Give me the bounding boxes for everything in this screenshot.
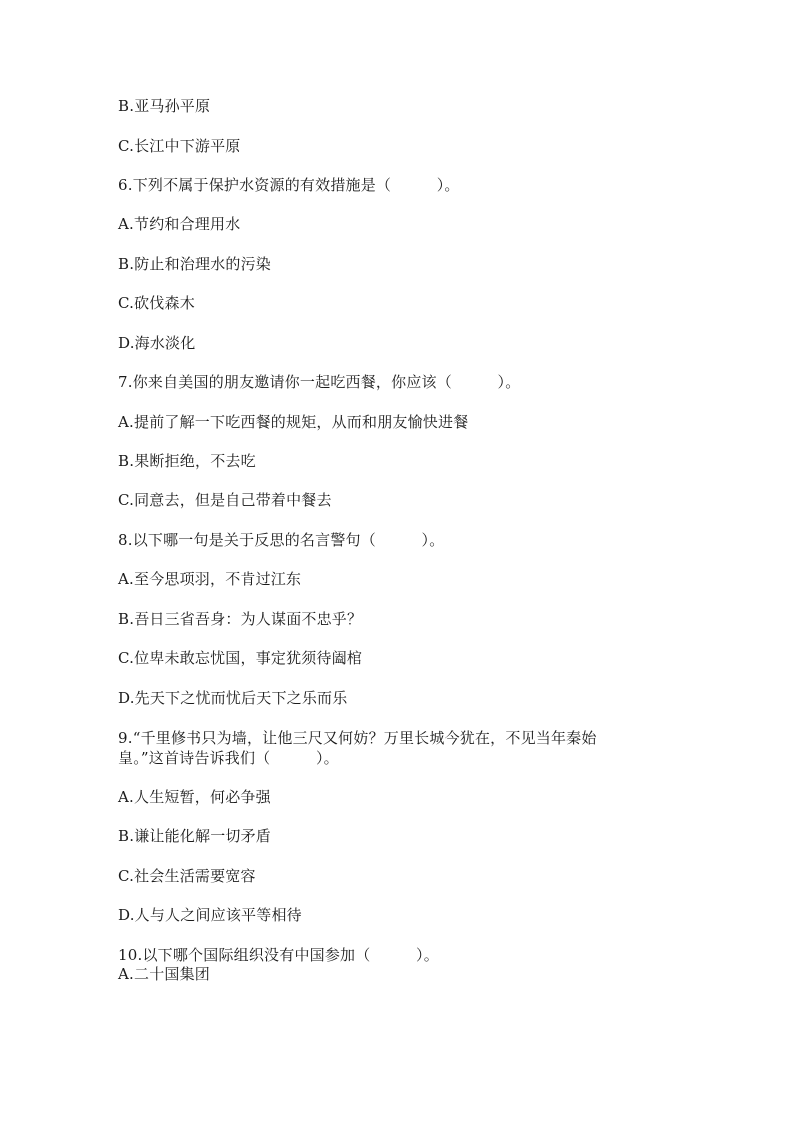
question-6-option-b: B.防止和治理水的污染 xyxy=(118,255,271,273)
question-10-stem: 10.以下哪个国际组织没有中国参加（ ）。 xyxy=(118,946,439,964)
question-7-option-a: A.提前了解一下吃西餐的规矩，从而和朋友愉快进餐 xyxy=(118,413,469,431)
question-8-option-a: A.至今思项羽，不肯过江东 xyxy=(118,570,302,588)
question-9-stem-line-2: 皇。”这首诗告诉我们（ ）。 xyxy=(118,749,339,767)
question-9-option-b: B.谦让能化解一切矛盾 xyxy=(118,827,271,845)
question-8-option-c: C.位卑未敢忘忧国，事定犹须待阖棺 xyxy=(118,649,363,667)
question-8-stem: 8.以下哪一句是关于反思的名言警句（ ）。 xyxy=(118,531,445,549)
question-7-option-c: C.同意去，但是自己带着中餐去 xyxy=(118,491,332,509)
question-6-option-a: A.节约和合理用水 xyxy=(118,215,241,233)
question-6-stem: 6.下列不属于保护水资源的有效措施是（ ）。 xyxy=(118,176,460,194)
prev-question-option-c: C.长江中下游平原 xyxy=(118,137,241,155)
question-8-option-d: D.先天下之忧而忧后天下之乐而乐 xyxy=(118,689,348,707)
question-6-option-c: C.砍伐森木 xyxy=(118,294,195,312)
question-9-option-d: D.人与人之间应该平等相待 xyxy=(118,906,302,924)
question-9-option-c: C.社会生活需要宽容 xyxy=(118,867,256,885)
prev-question-option-b: B.亚马孙平原 xyxy=(118,97,211,115)
question-9-stem-line-1: 9.“千里修书只为墙，让他三尺又何妨？万里长城今犹在，不见当年秦始 xyxy=(118,729,597,747)
question-6-option-d: D.海水淡化 xyxy=(118,334,196,352)
question-10-option-a: A.二十国集团 xyxy=(118,965,211,983)
question-8-option-b: B.吾日三省吾身：为人谋面不忠乎？ xyxy=(118,610,363,628)
question-7-stem: 7.你来自美国的朋友邀请你一起吃西餐，你应该（ ）。 xyxy=(118,373,521,391)
question-7-option-b: B.果断拒绝，不去吃 xyxy=(118,452,256,470)
question-9-option-a: A.人生短暂，何必争强 xyxy=(118,788,271,806)
